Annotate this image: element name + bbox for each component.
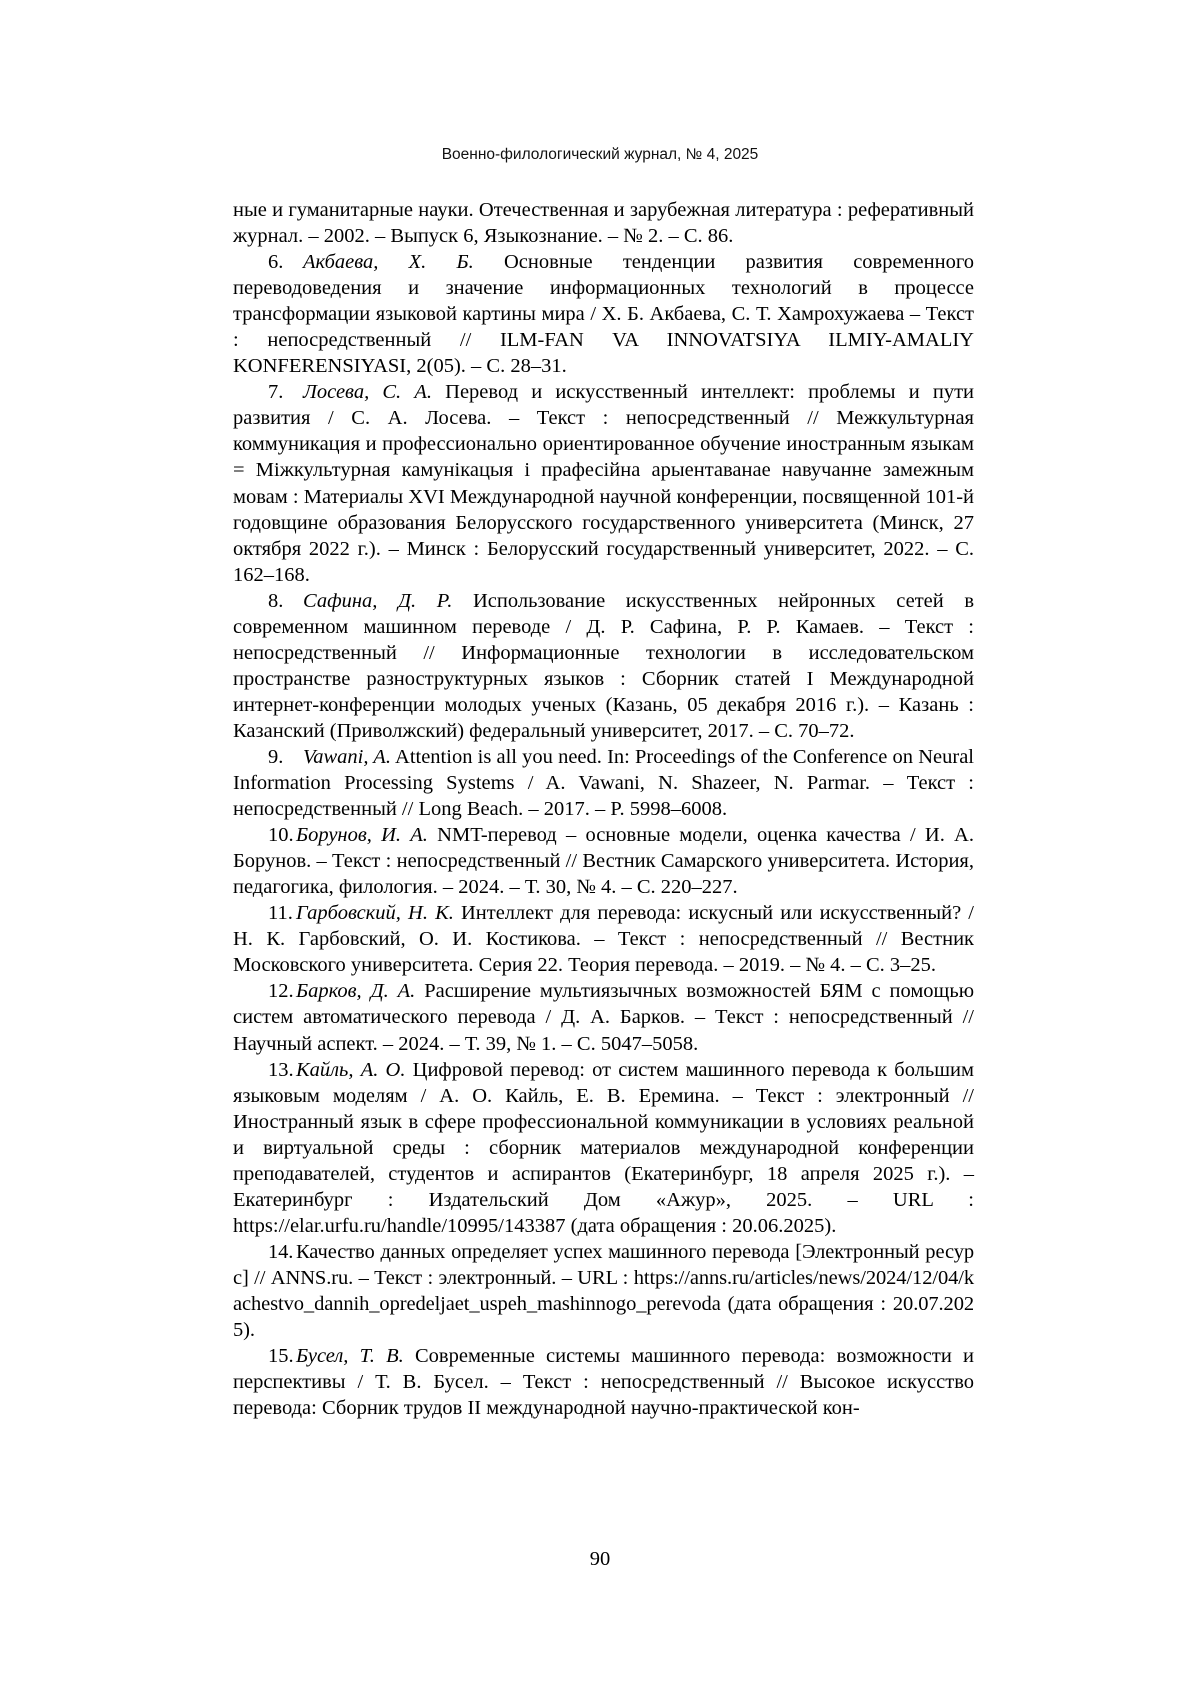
- reference-item-9: [233, 744, 974, 822]
- reference-list: [233, 197, 974, 1421]
- reference-text: Основные тенденции развития современного переводоведения и значение информационных технологий в процессе трансформации языковой картины мира / Х. Б. Акбаева, С. Т. Хамрохужаева – Текст : непосредственный // ILM-FAN VA INNOVATSIYA ILMIY-AMALIY KONFERENSIYASI, 2(05). – С. 28–31.: [233, 251, 974, 378]
- reference-text: NMT-перевод – основные модели, оценка качества / И. А. Борунов. – Текст : непосредственный // Вестник Самарского университета. История, педагогика, филология. – 2024. – Т. 30, № 4. – С. 220–227.: [233, 824, 974, 899]
- reference-item-13: [233, 1057, 974, 1239]
- reference-number: 6.: [268, 251, 284, 274]
- reference-item-12: [233, 978, 974, 1056]
- reference-author: Барков, Д. А.: [296, 980, 416, 1003]
- reference-number: 14.: [268, 1240, 294, 1263]
- reference-text: Attention is all you need. In: Proceedings of the Conference on Neural Information Processing Systems / A. Vawani, N. Shazeer, N. Parmar. – Текст : непосредственный // Long Beach. – 2017. – P. 5998–6008.: [233, 745, 974, 821]
- page-number: 90: [589, 1548, 611, 1570]
- reference-author: Гарбовский, Н. К.: [296, 902, 454, 925]
- reference-number: 13.: [268, 1058, 294, 1081]
- reference-author: Vawani, A.: [303, 745, 391, 768]
- reference-item-14: [233, 1239, 974, 1343]
- reference-number: 7.: [268, 381, 284, 404]
- reference-item-6: [233, 249, 974, 379]
- reference-author: Акбаева, Х. Б.: [303, 251, 474, 274]
- reference-author: Бусел, Т. В.: [296, 1345, 404, 1368]
- reference-author: Борунов, И. А.: [296, 824, 428, 847]
- reference-item-11: [233, 900, 974, 978]
- reference-number: 11.: [268, 902, 293, 925]
- reference-item-8: [233, 588, 974, 744]
- reference-author: Сафина, Д. Р.: [303, 589, 453, 612]
- reference-text: Качество данных определяет успех машинного перевода [Электронный ресурс] // ANNS.ru. – Текст : электронный. – URL : https://anns.ru/articles/news/2024/12/04/kachestvo_dannih_opredeljaet_uspeh_mashinnogo_perevoda (дата обращения : 20.07.2025).: [233, 1240, 974, 1342]
- reference-text: Современные системы машинного перевода: возможности и перспективы / Т. В. Бусел. – Текст : непосредственный // Высокое искусство перевода: Сборник трудов II международной научно-практической кон-: [233, 1345, 975, 1420]
- reference-author: Лосева, С. А.: [303, 381, 432, 404]
- reference-number: 9.: [268, 745, 284, 768]
- reference-number: 8.: [268, 589, 284, 612]
- running-header: Военно-филологический журнал, № 4, 2025: [441, 146, 759, 163]
- reference-text: Интеллект для перевода: искусный или искусственный? / Н. К. Гарбовский, О. И. Костикова. – Текст : непосредственный // Вестник Московского университета. Серия 22. Теория перевода. – 2019. – № 4. – С. 3–25.: [233, 902, 974, 977]
- reference-number: 15.: [268, 1345, 294, 1368]
- reference-text: Расширение мультиязычных возможностей БЯМ с помощью систем автоматического перевода / Д. А. Барков. – Текст : непосредственный // Научный аспект. – 2024. – Т. 39, № 1. – С. 5047–5058.: [233, 980, 975, 1055]
- reference-number: 10.: [268, 824, 294, 847]
- reference-author: Кайль, А. О.: [296, 1058, 406, 1081]
- reference-item-10: [233, 822, 974, 900]
- reference-number: 12.: [268, 980, 294, 1003]
- reference-item-7: [233, 379, 974, 587]
- reference-text: Цифровой перевод: от систем машинного перевода к большим языковым моделям / А. О. Кайль, Е. В. Еремина. – Текст : электронный // Иностранный язык в сфере профессиональной коммуникации в условиях реальной и виртуальной среды : сборник материалов международной конференции преподавателей, студентов и аспирантов (Екатеринбург, 18 апреля 2025 г.). – Екатеринбург : Издательский Дом «Ажур», 2025. – URL : https://elar.urfu.ru/handle/10995/143387 (дата обращения : 20.06.2025).: [233, 1058, 974, 1237]
- reference-text: Использование искусственных нейронных сетей в современном машинном переводе / Д. Р. Сафина, Р. Р. Камаев. – Текст : непосредственный // Информационные технологии в исследовательском пространстве разноструктурных языков : Сборник статей I Международной интернет-конференции молодых ученых (Казань, 05 декабря 2016 г.). – Казань : Казанский (Приволжский) федеральный университет, 2017. – С. 70–72.: [233, 589, 975, 742]
- reference-continuation: ные и гуманитарные науки. Отечественная и зарубежная литература : реферативный журнал. – 2002. – Выпуск 6, Языкознание. – № 2. – С. 86.: [233, 199, 974, 248]
- reference-text: Перевод и искусственный интеллект: проблемы и пути развития / С. А. Лосева. – Текст : непосредственный // Межкультурная коммуникация и профессионально ориентированное обучение иностранным языкам = Міжкультурная камунікацыя і прафесійна арыентаванае навучанне замежным мовам : Материалы XVI Международной научной конференции, посвященной 101-й годовщине образования Белорусского государственного университета (Минск, 27 октября 2022 г.). – Минск : Белорусский государственный университет, 2022. – С. 162–168.: [233, 381, 974, 586]
- reference-item-15: [233, 1343, 974, 1421]
